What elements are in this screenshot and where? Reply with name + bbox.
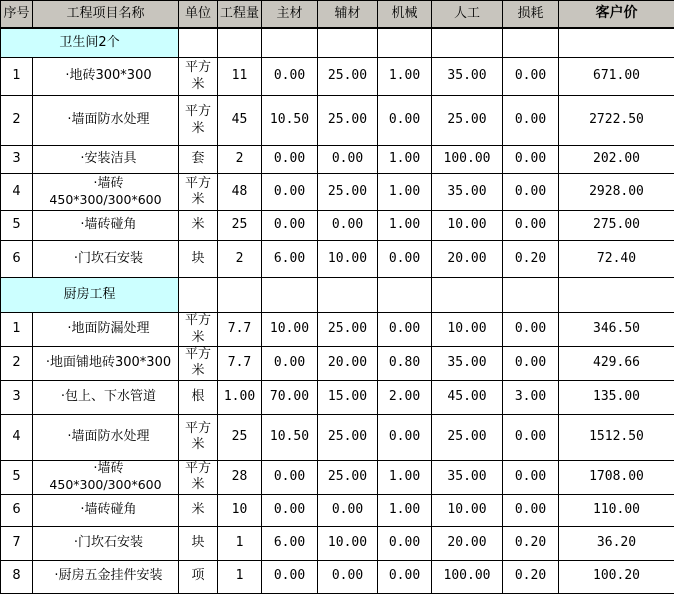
cell-customer-price: 135.00: [559, 380, 674, 414]
cell-customer-price: 100.20: [559, 560, 674, 593]
empty-cell: [262, 28, 318, 58]
cell-customer-price: 671.00: [559, 58, 674, 96]
cell-unit: 平方米: [179, 313, 218, 347]
cell-no: 3: [1, 380, 33, 414]
cell-labor: 35.00: [432, 460, 503, 494]
cell-loss: 0.00: [503, 494, 559, 526]
empty-cell: [432, 278, 503, 313]
cell-project-name: ·厨房五金挂件安装: [33, 560, 179, 593]
cell-labor: 10.00: [432, 494, 503, 526]
table-row: [1, 58, 674, 96]
cell-aux-material: 0.00: [318, 146, 378, 174]
table-row: [1, 526, 674, 560]
cell-main-material: 0.00: [262, 58, 318, 96]
cell-project-name: ·门坎石安装: [33, 526, 179, 560]
cell-labor: 35.00: [432, 58, 503, 96]
table-row: [1, 174, 674, 211]
cell-customer-price: 202.00: [559, 146, 674, 174]
table-row: [1, 96, 674, 146]
cell-project-name: ·墙砖 450*300/300*600: [33, 460, 179, 494]
cell-quantity: 25: [218, 211, 262, 241]
cell-quantity: 7.7: [218, 347, 262, 381]
cell-unit: 块: [179, 526, 218, 560]
cell-labor: 20.00: [432, 241, 503, 278]
cell-main-material: 10.50: [262, 414, 318, 460]
cell-main-material: 0.00: [262, 211, 318, 241]
cell-customer-price: 72.40: [559, 241, 674, 278]
cell-quantity: 2: [218, 146, 262, 174]
cell-machinery: 0.00: [378, 96, 432, 146]
cell-quantity: 28: [218, 460, 262, 494]
cell-loss: 0.00: [503, 414, 559, 460]
cell-unit: 套: [179, 146, 218, 174]
cell-aux-material: 10.00: [318, 526, 378, 560]
cell-unit: 米: [179, 211, 218, 241]
cell-customer-price: 110.00: [559, 494, 674, 526]
cell-loss: 0.00: [503, 174, 559, 211]
cell-loss: 0.20: [503, 560, 559, 593]
table-row: [1, 494, 674, 526]
table-row: [1, 380, 674, 414]
cell-quantity: 10: [218, 494, 262, 526]
col-header-unit: 单位: [179, 1, 218, 28]
cell-machinery: 1.00: [378, 174, 432, 211]
cell-aux-material: 25.00: [318, 414, 378, 460]
cell-labor: 25.00: [432, 414, 503, 460]
col-header-customer-price: 客户价: [559, 1, 674, 28]
cell-project-name: ·墙面防水处理: [33, 414, 179, 460]
cell-loss: 0.00: [503, 146, 559, 174]
col-header-machinery: 机械: [378, 1, 432, 28]
cell-aux-material: 20.00: [318, 347, 378, 381]
empty-cell: [318, 28, 378, 58]
cell-labor: 25.00: [432, 96, 503, 146]
empty-cell: [503, 278, 559, 313]
col-header-project-name: 工程项目名称: [33, 1, 179, 28]
cell-main-material: 0.00: [262, 460, 318, 494]
cell-labor: 100.00: [432, 560, 503, 593]
cell-unit: 项: [179, 560, 218, 593]
table-row: [1, 347, 674, 381]
empty-cell: [318, 278, 378, 313]
cell-main-material: 0.00: [262, 494, 318, 526]
cell-unit: 平方米: [179, 96, 218, 146]
table-row: [1, 560, 674, 593]
table-row: [1, 211, 674, 241]
cell-quantity: 25: [218, 414, 262, 460]
cell-quantity: 2: [218, 241, 262, 278]
cell-unit: 平方米: [179, 347, 218, 381]
cell-no: 1: [1, 313, 33, 347]
cell-unit: 平方米: [179, 58, 218, 96]
cell-labor: 20.00: [432, 526, 503, 560]
cell-main-material: 6.00: [262, 526, 318, 560]
cell-project-name: ·墙面防水处理: [33, 96, 179, 146]
cell-quantity: 1.00: [218, 380, 262, 414]
cell-machinery: 1.00: [378, 460, 432, 494]
cell-customer-price: 429.66: [559, 347, 674, 381]
cell-customer-price: 275.00: [559, 211, 674, 241]
cell-loss: 0.00: [503, 211, 559, 241]
cell-machinery: 1.00: [378, 58, 432, 96]
section-row-kitchen: [1, 278, 674, 313]
cell-project-name: ·包上、下水管道: [33, 380, 179, 414]
cell-main-material: 0.00: [262, 560, 318, 593]
col-header-aux-material: 辅材: [318, 1, 378, 28]
empty-cell: [179, 278, 218, 313]
section-row-bathroom: [1, 28, 674, 58]
cell-unit: 平方米: [179, 174, 218, 211]
cell-machinery: 0.80: [378, 347, 432, 381]
cell-main-material: 70.00: [262, 380, 318, 414]
table-row: [1, 146, 674, 174]
cell-no: 7: [1, 526, 33, 560]
cell-customer-price: 346.50: [559, 313, 674, 347]
cell-unit: 米: [179, 494, 218, 526]
cell-loss: 0.00: [503, 347, 559, 381]
cell-unit: 根: [179, 380, 218, 414]
cell-aux-material: 15.00: [318, 380, 378, 414]
cell-unit: 平方米: [179, 460, 218, 494]
cell-labor: 100.00: [432, 146, 503, 174]
cell-loss: 0.20: [503, 526, 559, 560]
cell-loss: 0.20: [503, 241, 559, 278]
table-row: [1, 313, 674, 347]
cell-customer-price: 2722.50: [559, 96, 674, 146]
empty-cell: [179, 28, 218, 58]
cell-project-name: ·安装洁具: [33, 146, 179, 174]
col-header-loss: 损耗: [503, 1, 559, 28]
cell-machinery: 1.00: [378, 211, 432, 241]
cell-machinery: 0.00: [378, 313, 432, 347]
cell-aux-material: 0.00: [318, 560, 378, 593]
cell-project-name: ·门坎石安装: [33, 241, 179, 278]
cell-no: 2: [1, 96, 33, 146]
cell-quantity: 11: [218, 58, 262, 96]
cell-project-name: ·地面铺地砖300*300: [33, 347, 179, 381]
cell-aux-material: 0.00: [318, 211, 378, 241]
cell-quantity: 1: [218, 560, 262, 593]
cell-quantity: 48: [218, 174, 262, 211]
empty-cell: [262, 278, 318, 313]
cell-aux-material: 10.00: [318, 241, 378, 278]
empty-cell: [432, 28, 503, 58]
empty-cell: [378, 28, 432, 58]
cell-main-material: 0.00: [262, 146, 318, 174]
cell-customer-price: 36.20: [559, 526, 674, 560]
cell-machinery: 2.00: [378, 380, 432, 414]
cell-quantity: 7.7: [218, 313, 262, 347]
cell-aux-material: 25.00: [318, 58, 378, 96]
cell-labor: 10.00: [432, 211, 503, 241]
cell-unit: 块: [179, 241, 218, 278]
cell-machinery: 0.00: [378, 560, 432, 593]
cell-aux-material: 25.00: [318, 313, 378, 347]
col-header-labor: 人工: [432, 1, 503, 28]
cell-main-material: 0.00: [262, 347, 318, 381]
cell-no: 2: [1, 347, 33, 381]
cell-no: 1: [1, 58, 33, 96]
empty-cell: [503, 28, 559, 58]
cell-machinery: 0.00: [378, 241, 432, 278]
section-title-bathroom: 卫生间2个: [1, 28, 179, 58]
cell-no: 8: [1, 560, 33, 593]
table-row: [1, 414, 674, 460]
col-header-no: 序号: [1, 1, 33, 28]
cell-project-name: ·地面防漏处理: [33, 313, 179, 347]
cell-machinery: 0.00: [378, 414, 432, 460]
cell-labor: 35.00: [432, 174, 503, 211]
table-row: [1, 460, 674, 494]
cell-labor: 45.00: [432, 380, 503, 414]
cell-unit: 平方米: [179, 414, 218, 460]
cell-quantity: 1: [218, 526, 262, 560]
cell-customer-price: 2928.00: [559, 174, 674, 211]
col-header-quantity: 工程量: [218, 1, 262, 28]
cell-main-material: 10.50: [262, 96, 318, 146]
cell-aux-material: 25.00: [318, 174, 378, 211]
empty-cell: [559, 28, 674, 58]
cell-aux-material: 25.00: [318, 96, 378, 146]
cell-loss: 0.00: [503, 58, 559, 96]
cell-loss: 0.00: [503, 96, 559, 146]
cell-no: 6: [1, 494, 33, 526]
cell-project-name: ·墙砖碰角: [33, 494, 179, 526]
cell-labor: 10.00: [432, 313, 503, 347]
cell-project-name: ·地砖300*300: [33, 58, 179, 96]
cell-project-name: ·墙砖碰角: [33, 211, 179, 241]
cell-no: 5: [1, 211, 33, 241]
cell-no: 4: [1, 414, 33, 460]
cell-labor: 35.00: [432, 347, 503, 381]
empty-cell: [559, 278, 674, 313]
cell-no: 4: [1, 174, 33, 211]
cell-loss: 3.00: [503, 380, 559, 414]
cell-aux-material: 25.00: [318, 460, 378, 494]
section-title-kitchen: 厨房工程: [1, 278, 179, 313]
cell-loss: 0.00: [503, 460, 559, 494]
cell-machinery: 1.00: [378, 494, 432, 526]
cell-no: 3: [1, 146, 33, 174]
cell-customer-price: 1708.00: [559, 460, 674, 494]
cell-main-material: 0.00: [262, 174, 318, 211]
cell-no: 5: [1, 460, 33, 494]
cell-machinery: 0.00: [378, 526, 432, 560]
cell-no: 6: [1, 241, 33, 278]
empty-cell: [218, 28, 262, 58]
cell-main-material: 6.00: [262, 241, 318, 278]
cell-customer-price: 1512.50: [559, 414, 674, 460]
empty-cell: [378, 278, 432, 313]
cell-project-name: ·墙砖 450*300/300*600: [33, 174, 179, 211]
header-row: [1, 1, 674, 28]
cell-aux-material: 0.00: [318, 494, 378, 526]
cell-loss: 0.00: [503, 313, 559, 347]
cell-quantity: 45: [218, 96, 262, 146]
table-row: [1, 241, 674, 278]
empty-cell: [218, 278, 262, 313]
cell-main-material: 10.00: [262, 313, 318, 347]
col-header-main-material: 主材: [262, 1, 318, 28]
cell-machinery: 1.00: [378, 146, 432, 174]
